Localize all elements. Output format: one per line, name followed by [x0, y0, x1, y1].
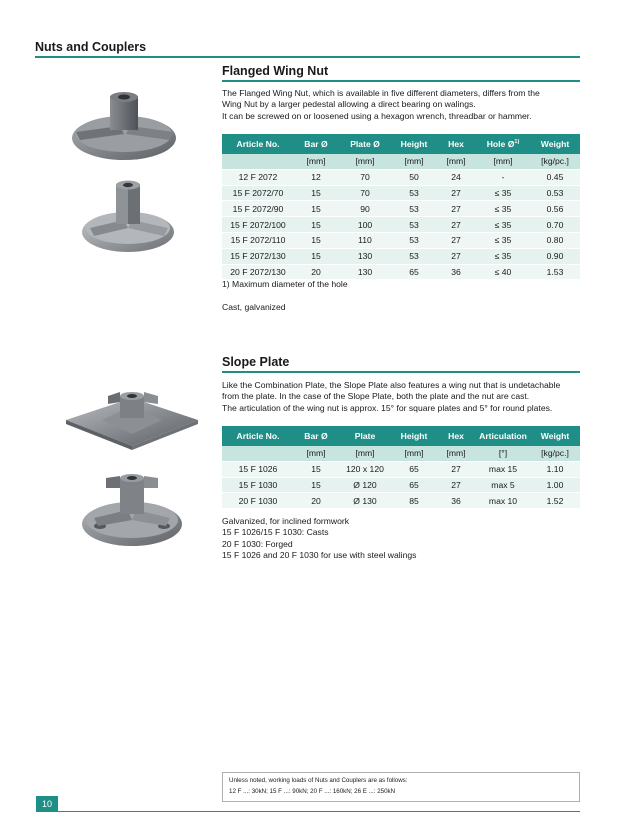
slope-plate-notes [222, 516, 416, 562]
table-cell: 15 F 1030 [222, 477, 294, 493]
table-row [222, 493, 580, 509]
unit-cell: [mm] [476, 154, 530, 169]
column-header: Height [392, 426, 436, 446]
unit-cell: [mm] [338, 446, 392, 461]
table-cell: 15 F 2072/100 [222, 217, 294, 233]
column-header-hole [476, 134, 530, 154]
table-cell: 65 [392, 477, 436, 493]
column-header: Plate [338, 426, 392, 446]
table-header-row [222, 134, 580, 154]
table-cell: 15 [294, 217, 338, 233]
table-cell: 15 [294, 248, 338, 264]
unit-cell: [mm] [294, 154, 338, 169]
wing-nut-desc-line: It can be screwed on or loosened using a hexagon wrench, threadbar or hammer. [222, 110, 532, 121]
wing-nut-spec-table [222, 134, 580, 280]
table-cell: 50 [392, 169, 436, 185]
table-row [222, 461, 580, 477]
column-header: Plate Ø [338, 134, 392, 154]
unit-cell [222, 154, 294, 169]
table-cell: 27 [436, 217, 476, 233]
table-row [222, 217, 580, 233]
column-header: Article No. [222, 134, 294, 154]
table-cell: ≤ 35 [476, 248, 530, 264]
table-cell: 130 [338, 248, 392, 264]
unit-cell: [kg/pc.] [530, 446, 580, 461]
page-title: Nuts and Couplers [35, 40, 147, 54]
footer-rule [58, 811, 580, 812]
column-header: Articulation [476, 426, 530, 446]
table-cell: ≤ 40 [476, 264, 530, 280]
table-cell: 65 [392, 461, 436, 477]
table-cell: 15 [294, 201, 338, 217]
table-cell: 12 F 2072 [222, 169, 294, 185]
table-cell: 85 [392, 493, 436, 509]
table-cell: 24 [436, 169, 476, 185]
units-row [222, 154, 580, 169]
hole-header-label: Hole Ø [486, 139, 515, 149]
table-cell: 15 [294, 185, 338, 201]
table-cell: ≤ 35 [476, 185, 530, 201]
flanged-wing-nut-image-bottom [72, 170, 192, 260]
table-row [222, 248, 580, 264]
table-cell: 1.00 [530, 477, 580, 493]
table-row [222, 169, 580, 185]
table-cell: 20 [294, 493, 338, 509]
table-cell: 1.53 [530, 264, 580, 280]
table-cell: 36 [436, 493, 476, 509]
table-cell: 27 [436, 232, 476, 248]
table-cell: 0.70 [530, 217, 580, 233]
table-row [222, 232, 580, 248]
column-header: Article No. [222, 426, 294, 446]
table-cell: 0.56 [530, 201, 580, 217]
table-cell: 53 [392, 248, 436, 264]
table-cell: 53 [392, 201, 436, 217]
table-cell: ≤ 35 [476, 232, 530, 248]
table-cell: max 15 [476, 461, 530, 477]
unit-cell: [mm] [392, 154, 436, 169]
hole-footnote-marker: 1) [514, 139, 520, 146]
wing-nut-desc-line: Wing Nut by a larger pedestal allowing a direct bearing on walings. [222, 99, 476, 110]
table-cell: 36 [436, 264, 476, 280]
table-cell: Ø 130 [338, 493, 392, 509]
table-cell: 90 [338, 201, 392, 217]
slope-plate-rule [222, 371, 580, 373]
table-row [222, 264, 580, 280]
table-cell: 12 [294, 169, 338, 185]
wing-nut-description [222, 88, 582, 122]
table-cell: 70 [338, 169, 392, 185]
table-cell: 1.52 [530, 493, 580, 509]
slope-plate-desc-line: The articulation of the wing nut is approx. 15° for square plates and 5° for round plates. [222, 402, 553, 413]
table-cell: 100 [338, 217, 392, 233]
table-cell: ≤ 35 [476, 201, 530, 217]
table-cell: 15 F 2072/90 [222, 201, 294, 217]
unit-cell: [mm] [338, 154, 392, 169]
table-cell: 53 [392, 232, 436, 248]
table-cell: 27 [436, 185, 476, 201]
slope-plate-description [222, 380, 584, 414]
wing-nut-rule [222, 80, 580, 82]
table-cell: 15 [294, 232, 338, 248]
flanged-wing-nut-image-top [62, 86, 192, 166]
working-load-note [222, 772, 580, 802]
wing-nut-footnote: 1) Maximum diameter of the hole [222, 279, 348, 289]
slope-plate-note-line: Galvanized, for inclined formwork [222, 516, 350, 526]
table-cell: 0.53 [530, 185, 580, 201]
table-cell: 53 [392, 217, 436, 233]
slope-plate-spec-table [222, 426, 580, 509]
table-cell: 20 F 1030 [222, 493, 294, 509]
units-row [222, 446, 580, 461]
table-cell: 15 F 2072/70 [222, 185, 294, 201]
table-cell: - [476, 169, 530, 185]
slope-plate-round-image [72, 464, 194, 554]
table-cell: 65 [392, 264, 436, 280]
page-number: 10 [36, 796, 58, 812]
table-cell: 15 F 2072/130 [222, 248, 294, 264]
unit-cell: [mm] [294, 446, 338, 461]
table-cell: 120 x 120 [338, 461, 392, 477]
column-header: Weight [530, 426, 580, 446]
table-row [222, 185, 580, 201]
table-cell: max 10 [476, 493, 530, 509]
table-cell: 15 F 2072/110 [222, 232, 294, 248]
header-rule [35, 56, 580, 58]
column-header: Bar Ø [294, 426, 338, 446]
column-header: Hex [436, 426, 476, 446]
table-cell: max 5 [476, 477, 530, 493]
wing-nut-material: Cast, galvanized [222, 302, 286, 312]
table-cell: 27 [436, 248, 476, 264]
table-cell: 27 [436, 461, 476, 477]
table-cell: 27 [436, 477, 476, 493]
slope-plate-note-line: 20 F 1030: Forged [222, 538, 293, 549]
table-cell: 27 [436, 201, 476, 217]
unit-cell [222, 446, 294, 461]
slope-plate-note-line: 15 F 1026 and 20 F 1030 for use with steel walings [222, 550, 417, 561]
unit-cell: [°] [476, 446, 530, 461]
table-cell: 110 [338, 232, 392, 248]
unit-cell: [mm] [436, 446, 476, 461]
wing-nut-title: Flanged Wing Nut [222, 64, 329, 78]
slope-plate-desc-line: from the plate. In the case of the Slope Plate, both the plate and the nut are cast. [222, 391, 530, 402]
table-cell: 0.80 [530, 232, 580, 248]
table-cell: 15 [294, 461, 338, 477]
table-cell: 20 [294, 264, 338, 280]
column-header: Height [392, 134, 436, 154]
slope-plate-note-line: 15 F 1026/15 F 1030: Casts [222, 527, 329, 538]
slope-plate-title: Slope Plate [222, 355, 290, 369]
table-cell: 1.10 [530, 461, 580, 477]
working-load-note-line: Unless noted, working loads of Nuts and Couplers are as follows: [229, 777, 408, 784]
table-cell: Ø 120 [338, 477, 392, 493]
unit-cell: [mm] [392, 446, 436, 461]
table-row [222, 477, 580, 493]
table-cell: 15 [294, 477, 338, 493]
working-load-note-line: 12 F ...: 30kN; 15 F ...: 90kN; 20 F ...: 160kN; 26 E ...: 250kN [229, 788, 396, 795]
table-cell: 53 [392, 185, 436, 201]
column-header: Bar Ø [294, 134, 338, 154]
table-cell: 70 [338, 185, 392, 201]
slope-plate-square-image [62, 376, 202, 454]
column-header: Weight [530, 134, 580, 154]
wing-nut-desc-line: The Flanged Wing Nut, which is available in five different diameters, differs from the [222, 88, 540, 98]
table-cell: 0.45 [530, 169, 580, 185]
column-header: Hex [436, 134, 476, 154]
table-cell: 15 F 1026 [222, 461, 294, 477]
table-cell: 0.90 [530, 248, 580, 264]
table-header-row [222, 426, 580, 446]
unit-cell: [kg/pc.] [530, 154, 580, 169]
unit-cell: [mm] [436, 154, 476, 169]
slope-plate-desc-line: Like the Combination Plate, the Slope Plate also features a wing nut that is undetachable [222, 380, 561, 390]
table-row [222, 201, 580, 217]
table-cell: 20 F 2072/130 [222, 264, 294, 280]
table-cell: 130 [338, 264, 392, 280]
table-cell: ≤ 35 [476, 217, 530, 233]
